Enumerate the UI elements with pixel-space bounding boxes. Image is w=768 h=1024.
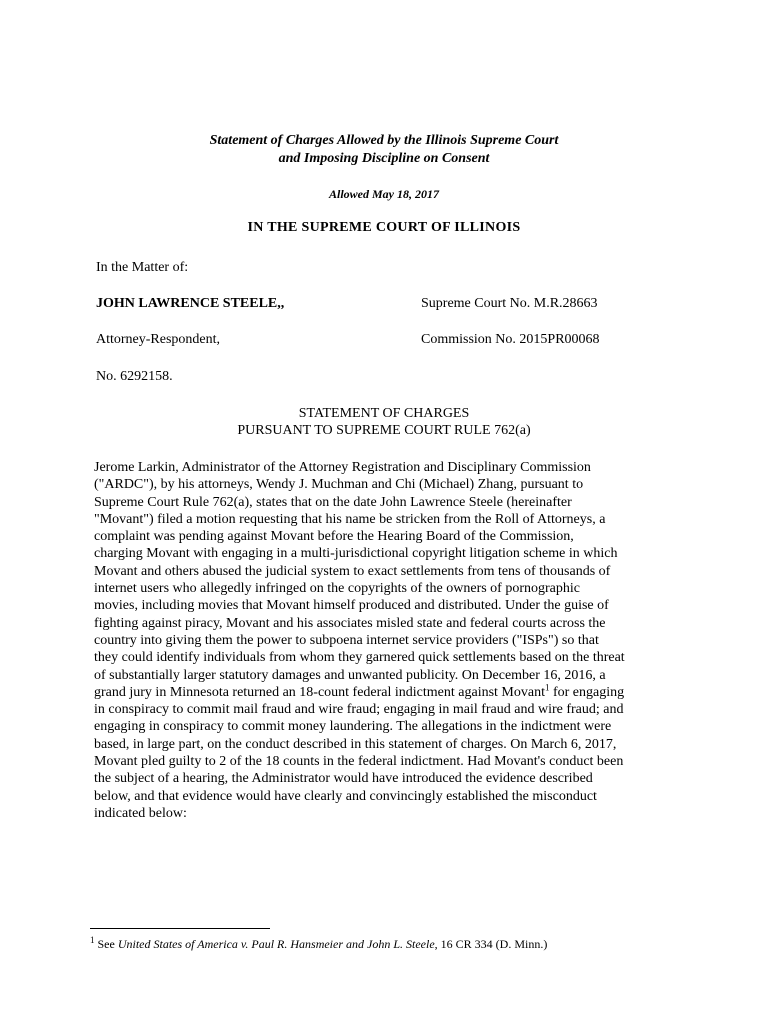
footnote-number: 1 <box>90 935 95 945</box>
footnote-citation: , 16 CR 334 (D. Minn.) <box>434 937 548 951</box>
footnote-case-name: United States of America v. Paul R. Hansmeier and John L. Steele <box>117 937 435 951</box>
footnote-see: See <box>97 937 115 951</box>
footnote-reference[interactable]: 1 <box>544 682 550 693</box>
statement-title-line-2: PURSUANT TO SUPREME COURT RULE 762(a) <box>237 423 531 438</box>
respondent-role: Attorney-Respondent, <box>96 332 221 347</box>
allowed-date: Allowed May 18, 2017 <box>329 187 439 201</box>
supreme-court-number: Supreme Court No. M.R.28663 <box>421 296 598 311</box>
heading-line-2: and Imposing Discipline on Consent <box>278 151 490 166</box>
statement-body <box>94 459 674 822</box>
matter-label: In the Matter of: <box>96 260 189 275</box>
statement-title-line-1: STATEMENT OF CHARGES <box>298 406 470 421</box>
heading-line-1: Statement of Charges Allowed by the Illinois Supreme Court <box>209 133 559 148</box>
footnote <box>90 936 547 952</box>
footnote-divider <box>90 928 270 929</box>
body-part-2: for engaging in conspiracy to commit mail fraud and wire fraud; engaging in mail fraud and wire fraud; and engaging in conspiracy to commit money laundering. The allegations in the indictment were based, in large part, on the conduct described in this statement of charges. On March 6, 2017, Movant pled guilty to 2 of the 18 counts in the federal indictment. Had Movant's conduct been the subject of a hearing, the Administrator would have introduced the evidence described below, and that evidence would have clearly and convincingly established the misconduct indicated below: <box>94 684 625 821</box>
respondent-name: JOHN LAWRENCE STEELE,, <box>96 296 285 311</box>
body-part-1: Jerome Larkin, Administrator of the Attorney Registration and Disciplinary Commission ("ARDC"), by his attorneys, Wendy J. Muchman and Chi (Michael) Zhang, pursuant to Supreme Court Rule 762(a), states that on the date John Lawrence Steele (hereinafter "Movant") filed a motion requesting that his name be stricken from the Roll of Attorneys, a complaint was pending against Movant before the Hearing Board of the Commission, charging Movant with engaging in a multi-jurisdictional copyright litigation scheme in which Movant and others abused the judicial system to exact settlements from tens of thousands of internet users who allegedly infringed on the copyrights of the owners of pornographic movies, including movies that Movant himself produced and distributed. Under the guise of fighting against piracy, Movant and his associates misled state and federal courts across the country into giving them the power to subpoena internet service providers ("ISPs") so that they could identify individuals from whom they garnered quick settlements based on the threat of substantially larger statutory damages and unwanted publicity. On December 16, 2016, a grand jury in Minnesota returned an 18-count federal indictment against Movant <box>94 460 625 700</box>
court-title: IN THE SUPREME COURT OF ILLINOIS <box>247 220 521 235</box>
respondent-number: No. 6292158. <box>96 369 173 384</box>
commission-number: Commission No. 2015PR00068 <box>421 332 600 347</box>
